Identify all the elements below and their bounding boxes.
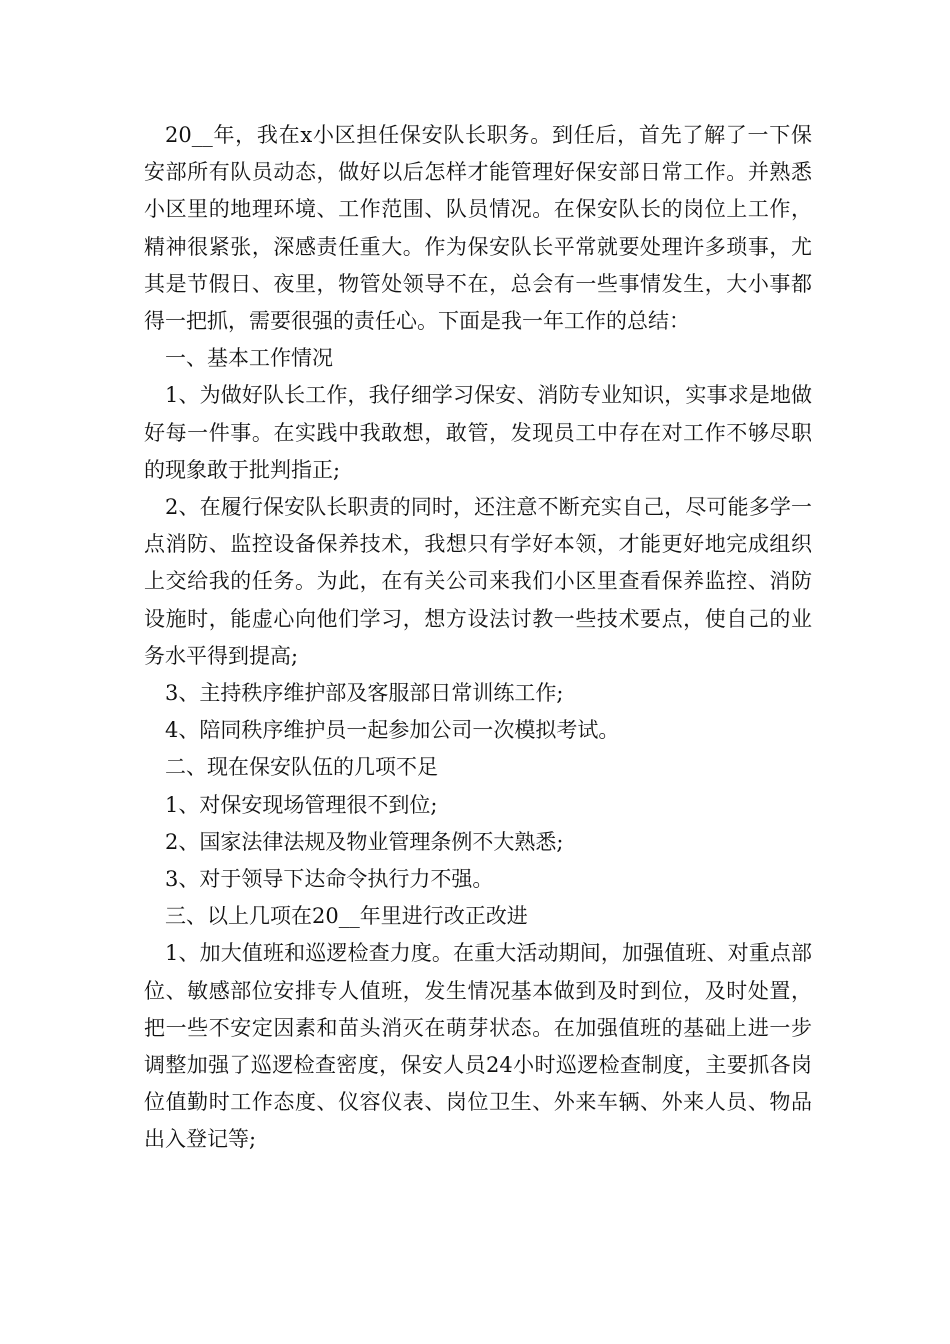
list-item-paragraph: 1、为做好队长工作，我仔细学习保安、消防专业知识，实事求是地做好每一件事。在实践中我敢想，敢管，发现员工中存在对工作不够尽职的现象敢于批判指正; bbox=[144, 383, 812, 482]
intro-paragraph: 20__年，我在x小区担任保安队长职务。到任后，首先了解了一下保安部所有队员动态，做好以后怎样才能管理好保安部日常工作。并熟悉小区里的地理环境、工作范围、队员情况。在保安队长的岗位上工作，精神很紧张，深感责任重大。作为保安队长平常就要处理许多琐事，尤其是节假日、夜里，物管处领导不在，总会有一些事情发生，大小事都得一把抓，需要很强的责任心。下面是我一年工作的总结： bbox=[144, 123, 812, 334]
list-item-paragraph: 2、国家法律法规及物业管理条例不大熟悉; bbox=[165, 829, 564, 854]
document-body bbox=[144, 117, 812, 1159]
list-item-paragraph: 3、主持秩序维护部及客服部日常训练工作; bbox=[165, 681, 564, 706]
list-item-paragraph: 3、对于领导下达命令执行力不强。 bbox=[165, 867, 494, 892]
list-item-paragraph: 4、陪同秩序维护员一起参加公司一次模拟考试。 bbox=[165, 718, 620, 743]
list-item-paragraph: 2、在履行保安队长职责的同时，还注意不断充实自己，尽可能多学一点消防、监控设备保养技术，我想只有学好本领，才能更好地完成组织上交给我的任务。为此，在有关公司来我们小区里查看保养监控、消防设施时，能虚心向他们学习，想方设法讨教一些技术要点，使自己的业务水平得到提高; bbox=[144, 495, 812, 668]
list-item-paragraph: 1、加大值班和巡逻检查力度。在重大活动期间，加强值班、对重点部位、敏感部位安排专人值班，发生情况基本做到及时到位，及时处置，把一些不安定因素和苗头消灭在萌芽状态。在加强值班的基础上进一步调整加强了巡逻检查密度，保安人员24小时巡逻检查制度，主要抓各岗位值勤时工作态度、仪容仪表、岗位卫生、外来车辆、外来人员、物品出入登记等; bbox=[144, 941, 812, 1152]
section-heading-shortcomings: 二、现在保安队伍的几项不足 bbox=[165, 755, 438, 780]
section-heading-basic-work: 一、基本工作情况 bbox=[165, 346, 333, 371]
list-item-paragraph: 1、对保安现场管理很不到位; bbox=[165, 792, 438, 817]
section-heading-improvements: 三、以上几项在20__年里进行改正改进 bbox=[165, 904, 528, 929]
